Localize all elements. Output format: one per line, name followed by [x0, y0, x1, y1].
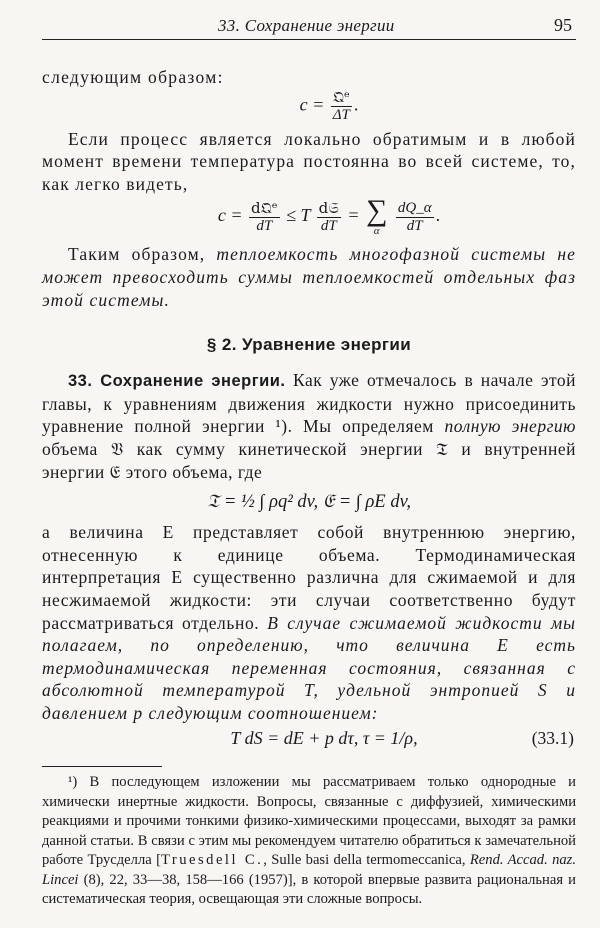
footnote-author: Truesdell C. — [160, 852, 264, 869]
subsection-heading: 33. Сохранение энергии. — [68, 372, 286, 391]
formula2-tail: . — [435, 205, 441, 226]
paragraph-conclusion — [42, 243, 576, 311]
formula1-fraction — [331, 89, 352, 124]
paragraph-reversible: Если процесс является локально обратимым и в любой момент времени температура постоянна во всей системе, то, как легко видеть, — [42, 128, 576, 194]
formula4-body: T dS = dE + p dτ, τ = 1/ρ, — [230, 728, 418, 749]
page-number: 95 — [554, 15, 572, 35]
formula-energies: 𝔗 = ½ ∫ ρq² dv, 𝔈 = ∫ ρE dv, — [206, 492, 412, 513]
formula2-fraction-1 — [249, 200, 280, 235]
formula2-lhs: c = — [217, 205, 243, 226]
sigma-symbol: ∑ — [365, 194, 388, 228]
formula-heat-capacity — [42, 89, 576, 124]
sigma-subscript: α — [373, 225, 380, 238]
formula-thermodynamic-relation — [42, 728, 576, 754]
page-header — [42, 10, 576, 40]
footnote-text-3: (8), 22, 33—38, 158—166 (1957)], в которой впервые развита рациональная и систематическая теория, освещающая эти сложные вопросы. — [42, 871, 576, 907]
formula2-f3-num: dQ_α — [397, 199, 432, 216]
compressible-definition: В случае сжимаемой жидкости мы полагаем, по определению, что величина E есть термодинамическая переменная состояния, связанная с абсолютной температурой T, удельной энтропией S и давлением p следующим соотношением: — [42, 612, 576, 723]
footnote-text — [42, 773, 576, 909]
conclusion-plain: Таким образом, — [68, 244, 206, 265]
subsection-text-b: объема 𝔙 как сумму кинетической энергии 𝔗 и внутренней энергии 𝔈 этого объема, где — [42, 438, 576, 482]
summation-sign — [365, 194, 388, 238]
total-energy-term: полную энергию — [444, 416, 576, 437]
footnote-journal: Rend. Accad. naz. Lincei — [42, 852, 577, 888]
footnote — [42, 773, 576, 909]
paragraph-internal-energy — [42, 521, 576, 724]
formula-inequality — [42, 194, 576, 238]
formula1-lhs: c = — [299, 94, 325, 115]
formula2-f2-den: dT — [317, 217, 341, 235]
running-title: 33. Сохранение энергии — [218, 16, 395, 35]
footnote-text-2: , Sulle basi della termomeccanica, — [263, 852, 466, 869]
intro-line: следующим образом: — [42, 67, 224, 87]
formula1-tail: . — [353, 94, 359, 115]
formula2-fraction-3 — [396, 200, 434, 235]
subsection-text-c: а величина E представляет собой внутреннюю энергию, отнесенную к единице объема. Термодинамическая интерпретация E существенно различна для сжимаемой и для несжимаемой жидкости: эти случаи соответственно будут рассматриваться отдельно. — [42, 522, 576, 633]
conclusion-italic: теплоемкость многофазной системы не может превосходить суммы теплоемкостей отдельных фаз этой системы. — [42, 244, 576, 310]
book-page — [42, 10, 576, 920]
formula2-f2-num: d𝔖 — [318, 198, 339, 217]
formula1-numerator: 𝔔ᵉ — [332, 87, 350, 106]
formula2-relation: ≤ T — [286, 205, 311, 226]
formula2-f1-den: dT — [249, 217, 280, 235]
footnote-mark: ¹) — [68, 774, 78, 791]
section-title: § 2. Уравнение энергии — [206, 335, 412, 355]
subsection-text-a: Как уже отмечалось в начале этой главы, к уравнениям движения жидкости нужно присоединить уравнение полной энергии ¹). Мы определяем — [42, 370, 577, 437]
footnote-text-1: В последующем изложении мы рассматриваем только однородные и химически инертные жидкости. Вопросы, связанные с диффузией, химическими реакциями и прочими тонкими физико-химическими процессами, выходят за рамки данной статьи. В связи с этим мы рекомендуем читателю обратиться к замечательной работе Трусделла [ — [42, 774, 576, 869]
formula2-fraction-2 — [317, 200, 341, 235]
formula1-denominator: ΔT — [332, 106, 350, 123]
formula2-equals: = — [347, 205, 360, 226]
formula2-f3-den: dT — [396, 217, 434, 235]
formula2-f1-num: d𝔔ᵉ — [251, 198, 278, 217]
equation-number: (33.1) — [531, 728, 574, 749]
paragraph-energy-conservation — [42, 369, 576, 483]
